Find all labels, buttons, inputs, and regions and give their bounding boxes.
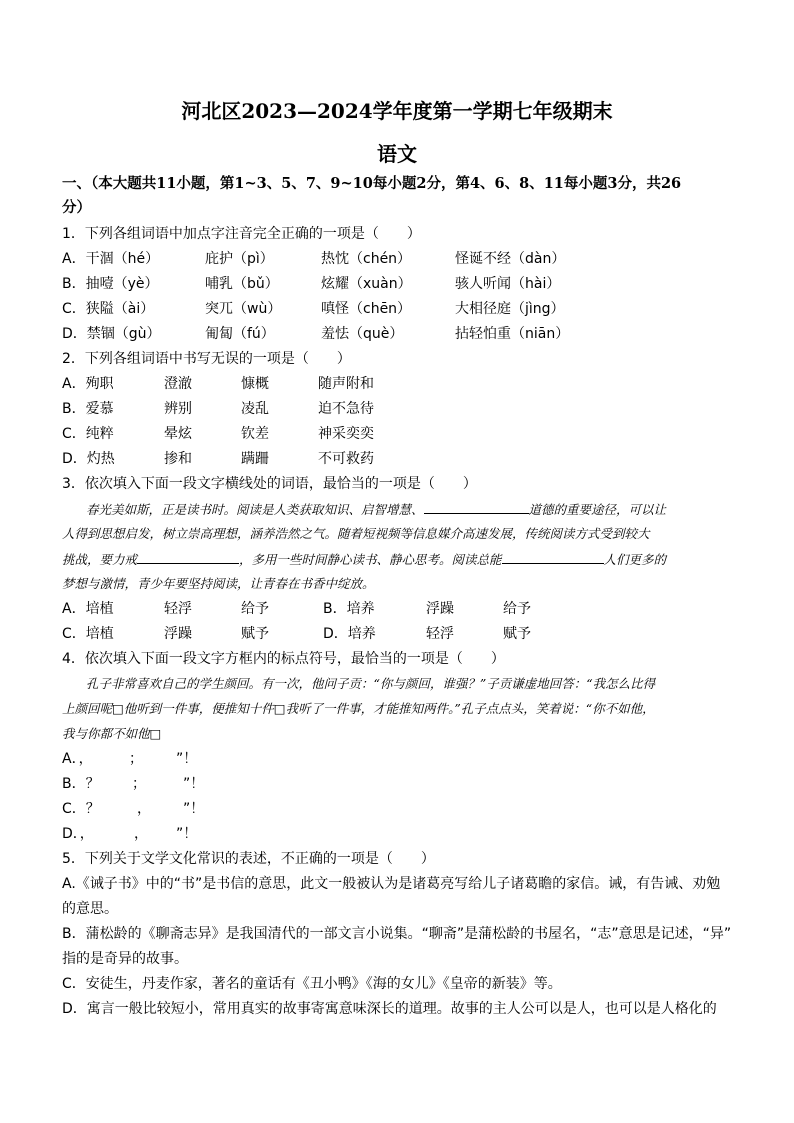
answer-blank[interactable] — [137, 550, 239, 564]
q4-a-mark3: ”！ — [176, 751, 198, 767]
answer-blank[interactable] — [502, 550, 604, 564]
q2-d-word3: 蹒跚 — [241, 451, 269, 467]
q2-d-word2: 掺和 — [164, 451, 192, 467]
exam-title: 河北区2023—2024学年度第一学期七年级期末 — [181, 99, 613, 123]
q4-d-mark3: ”！ — [176, 826, 198, 842]
q3-text: 人们更多的 — [603, 552, 667, 567]
section-heading-cont: 分） — [62, 199, 91, 216]
q4-c-mark1: C．？ — [62, 801, 100, 817]
q2-a-word1: A．殉职 — [62, 376, 114, 392]
q2-c-word2: 晕炫 — [164, 426, 192, 442]
q3-passage-line3 — [62, 550, 732, 569]
q2-stem: 2．下列各组词语中书写无误的一项是（ ） — [62, 351, 351, 367]
q3-d-word2: 轻浮 — [426, 626, 454, 642]
q5-option-b: B．蒲松龄的《聊斋志异》是我国清代的一部文言小说集。“聊斋”是蒲松龄的书屋名，“志”意思是记述，“异” — [62, 926, 732, 942]
subject-title: 语文 — [377, 142, 417, 166]
q5-option-c: C．安徒生，丹麦作家，著名的童话有《丑小鸭》《海的女儿》《皇帝的新装》等。 — [62, 976, 562, 992]
q5-option-d: D．寓言一般比较短小，常用真实的故事寄寓意味深长的道理。故事的主人公可以是人，也可以是人格化的 — [62, 1001, 717, 1017]
q2-b-word4: 迫不急待 — [318, 401, 374, 417]
q4-a-mark1: A．， — [62, 751, 93, 767]
q1-b-word3: 炫耀（xuàn） — [321, 276, 412, 292]
q3-passage-line1 — [62, 500, 732, 519]
section-heading: 一、（本大题共11小题，第1~3、5、7、9~10每小题2分，第4、6、8、11每小题3分，共26 — [62, 175, 682, 192]
q4-a-mark2: ； — [129, 751, 143, 767]
q2-b-word2: 辨别 — [164, 401, 192, 417]
q3-d-word3: 赋予 — [503, 626, 531, 642]
q4-passage-line2: 上颜回呢□他听到一件事，便推知十件□我听了一件事，才能推知两件。”孔子点点头，笑着说：“你不如他， — [62, 701, 655, 716]
q3-a-word3: 给予 — [241, 601, 269, 617]
q1-c-word1: C．狭隘（ài） — [62, 301, 155, 317]
q1-d-word4: 拈轻怕重（niān） — [455, 326, 570, 342]
q1-d-word1: D．禁锢（gù） — [62, 326, 161, 342]
q5-stem: 5．下列关于文学文化常识的表述，不正确的一项是（ ） — [62, 851, 435, 867]
q1-a-word4: 怪诞不经（dàn） — [455, 251, 566, 267]
q1-d-word3: 羞怯（què） — [321, 326, 404, 342]
q5-option-a: A.《诫子书》中的“书”是书信的意思，此文一般被认为是诸葛亮写给儿子诸葛瞻的家信。诫，有告诫、劝勉 — [62, 876, 721, 892]
q2-b-word3: 凌乱 — [241, 401, 269, 417]
q3-text: ，多用一些时间静心读书、静心思考。阅读总能 — [239, 552, 502, 567]
q1-a-word1: A．干涸（hé） — [62, 251, 160, 267]
q3-b-word1: B．培养 — [323, 601, 375, 617]
q4-d-mark2: ， — [134, 826, 148, 842]
q2-c-word3: 钦差 — [241, 426, 269, 442]
q3-b-word2: 浮躁 — [426, 601, 454, 617]
q2-a-word2: 澄澈 — [164, 376, 192, 392]
q1-a-word2: 庇护（pì） — [205, 251, 274, 267]
q4-c-mark2: ， — [137, 801, 151, 817]
q1-d-word2: 匍匐（fú） — [205, 326, 275, 342]
q1-b-word2: 哺乳（bǔ） — [205, 276, 279, 292]
q3-c-word1: C．培植 — [62, 626, 114, 642]
q3-text: 挑战，要力戒 — [62, 552, 138, 567]
q2-a-word3: 慷概 — [241, 376, 269, 392]
q1-a-word3: 热忱（chén） — [321, 251, 412, 267]
q3-text: 春光美如斯，正是读书时。阅读是人类获取知识、启智增慧、 — [86, 502, 424, 517]
q5-option-b-cont: 指的是奇异的故事。 — [62, 951, 188, 967]
q1-b-word1: B．抽噎（yè） — [62, 276, 159, 292]
q2-d-word1: D．灼热 — [62, 451, 115, 467]
q4-b-mark3: ”！ — [183, 776, 205, 792]
q4-b-mark1: B．？ — [62, 776, 100, 792]
q1-stem: 1．下列各组词语中加点字注音完全正确的一项是（ ） — [62, 226, 421, 242]
q1-c-word4: 大相径庭（jìng） — [455, 301, 565, 317]
q4-stem: 4．依次填入下面一段文字方框内的标点符号，最恰当的一项是（ ） — [62, 651, 505, 667]
q3-a-word1: A．培植 — [62, 601, 114, 617]
q3-c-word2: 浮躁 — [164, 626, 192, 642]
q3-b-word3: 给予 — [503, 601, 531, 617]
q3-passage-line4: 梦想与激情，青少年要坚持阅读，让青春在书香中绽放。 — [62, 576, 375, 591]
q3-text: 道德的重要途径，可以让 — [528, 502, 667, 517]
q4-b-mark2: ； — [132, 776, 146, 792]
q1-b-word4: 骇人听闻（hài） — [455, 276, 561, 292]
q1-c-word2: 突兀（wù） — [205, 301, 282, 317]
q2-c-word1: C．纯粹 — [62, 426, 114, 442]
q3-d-word1: D．培养 — [323, 626, 376, 642]
q1-c-word3: 嗔怪（chēn） — [321, 301, 412, 317]
answer-blank[interactable] — [424, 500, 529, 514]
q3-c-word3: 赋予 — [241, 626, 269, 642]
q5-option-a-cont: 的意思。 — [62, 901, 118, 917]
q2-d-word4: 不可救药 — [318, 451, 374, 467]
q2-c-word4: 神采奕奕 — [318, 426, 374, 442]
q3-passage-line2: 人得到思想启发，树立崇高理想，涵养浩然之气。随着短视频等信息媒介高速发展，传统阅读方式受到较大 — [62, 526, 650, 541]
q2-b-word1: B．爱慕 — [62, 401, 114, 417]
q4-passage-line1: 孔子非常喜欢自己的学生颜回。有一次，他问子贡：“你与颜回，谁强？”子贡谦虚地回答：“我怎么比得 — [86, 676, 656, 691]
q2-a-word4: 随声附和 — [318, 376, 374, 392]
q4-c-mark3: ”！ — [183, 801, 205, 817]
q4-d-mark1: D．， — [62, 826, 94, 842]
q4-passage-line3: 我与你都不如他□ — [62, 726, 162, 741]
q3-a-word2: 轻浮 — [164, 601, 192, 617]
q3-stem: 3．依次填入下面一段文字横线处的词语，最恰当的一项是（ ） — [62, 476, 477, 492]
